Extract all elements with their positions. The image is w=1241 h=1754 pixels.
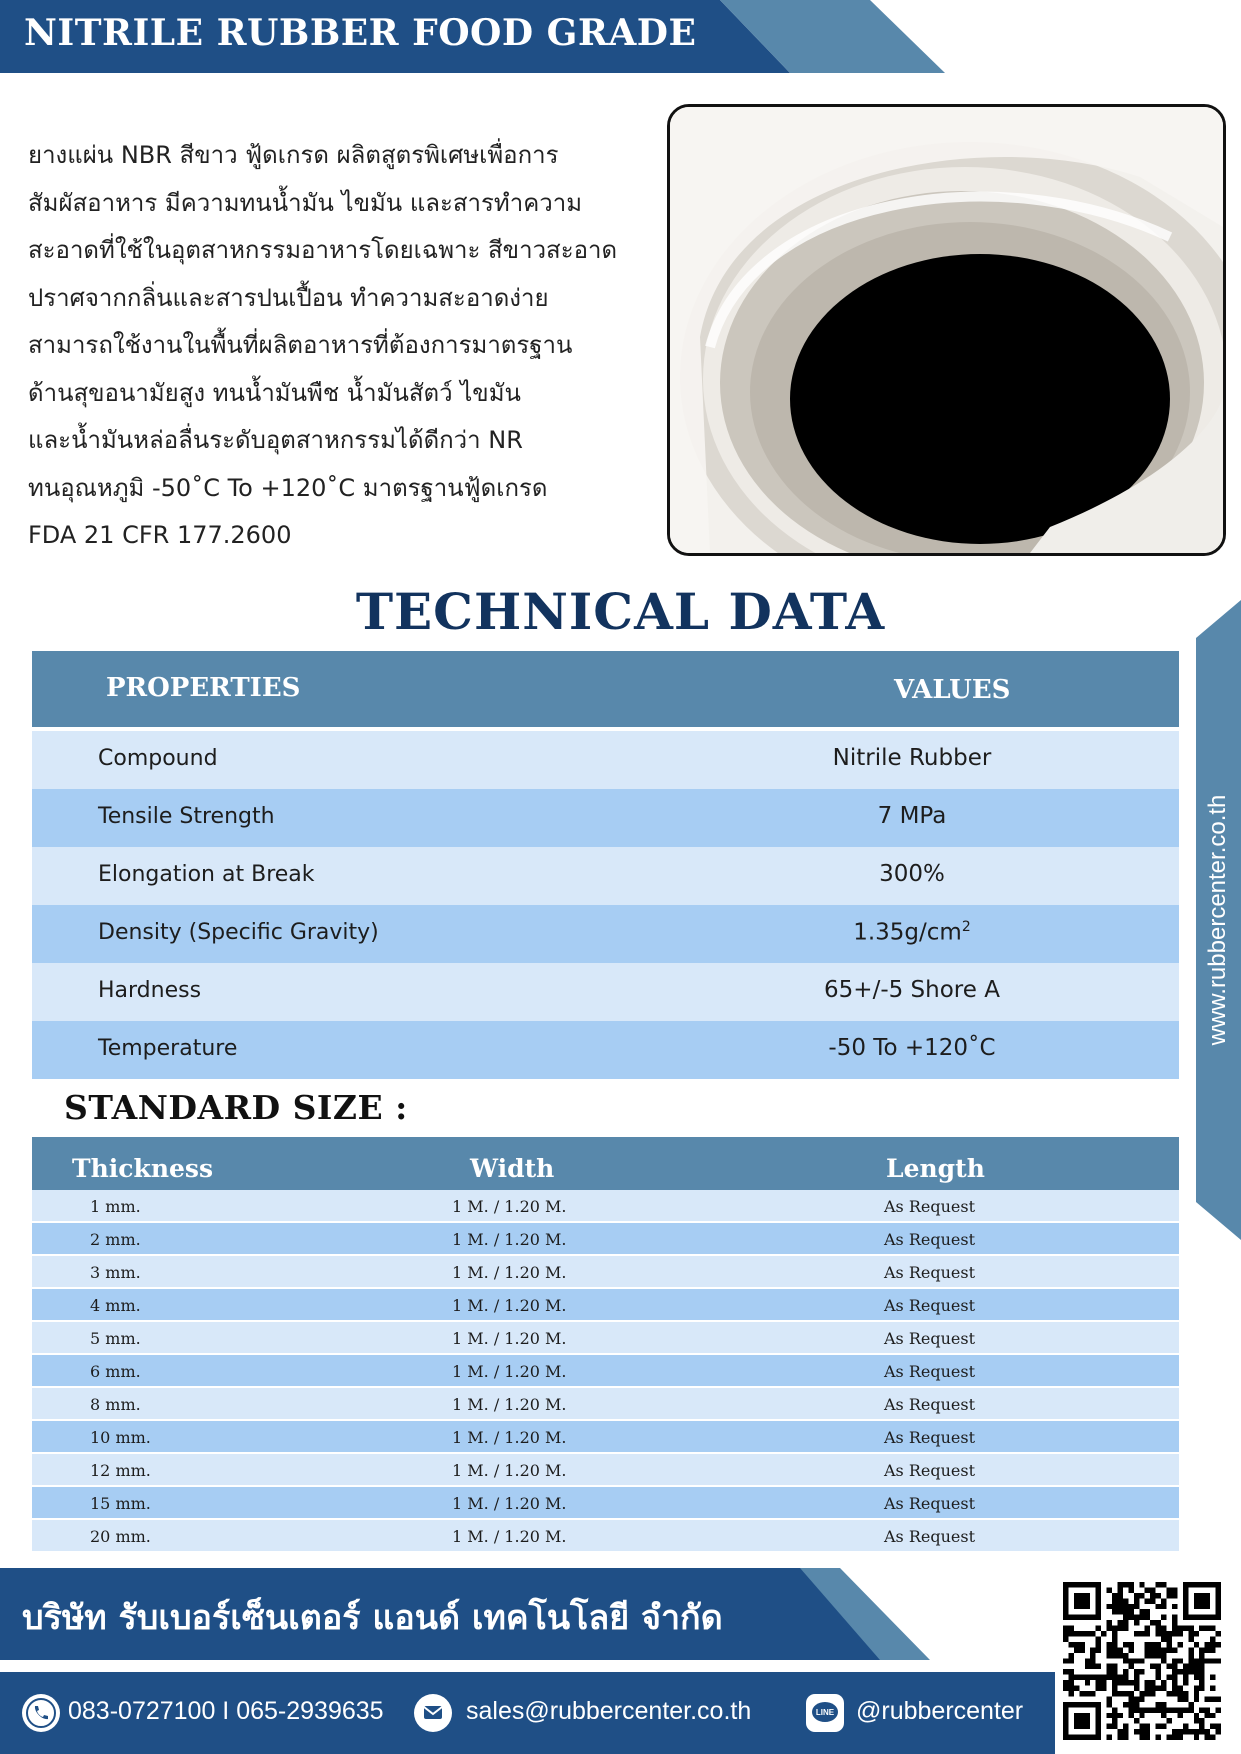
thickness-cell: 15 mm. (90, 1494, 151, 1513)
length-cell: As Request (884, 1461, 976, 1480)
width-cell: 1 M. / 1.20 M. (452, 1395, 567, 1414)
thickness-cell: 8 mm. (90, 1395, 141, 1414)
description-line: ปราศจากกลิ่นและสารปนเปื้อน ทำความสะอาดง่าย (28, 283, 549, 312)
thickness-cell: 5 mm. (90, 1329, 141, 1348)
property-name: Hardness (98, 978, 202, 1003)
width-cell: 1 M. / 1.20 M. (452, 1494, 567, 1513)
density-unit-exponent: 2 (961, 919, 971, 935)
length-cell: As Request (884, 1362, 976, 1381)
table-row (32, 1355, 1179, 1388)
length-cell: As Request (884, 1428, 976, 1447)
table-row (32, 1388, 1179, 1421)
width-cell: 1 M. / 1.20 M. (452, 1527, 567, 1546)
line-handle[interactable]: @rubbercenter (856, 1697, 1024, 1725)
column-header-thickness: Thickness (72, 1154, 214, 1183)
width-cell: 1 M. / 1.20 M. (452, 1461, 567, 1480)
product-description (28, 132, 648, 560)
thickness-cell: 1 mm. (90, 1197, 141, 1216)
technical-data-title: TECHNICAL DATA (355, 582, 886, 641)
thickness-cell: 3 mm. (90, 1263, 141, 1282)
length-cell: As Request (884, 1230, 976, 1249)
table-row (32, 1520, 1179, 1553)
length-cell: As Request (884, 1527, 976, 1546)
standard-size-title: STANDARD SIZE : (64, 1088, 408, 1127)
property-name: Elongation at Break (98, 862, 315, 887)
width-cell: 1 M. / 1.20 M. (452, 1329, 567, 1348)
property-value: 7 MPa (877, 803, 947, 829)
table-row (32, 731, 1179, 789)
width-cell: 1 M. / 1.20 M. (452, 1197, 567, 1216)
property-value: 300% (879, 861, 945, 887)
table-row (32, 1256, 1179, 1289)
length-cell: As Request (884, 1197, 976, 1216)
property-value: Nitrile Rubber (832, 745, 992, 771)
line-app-icon (806, 1694, 844, 1732)
product-photo (667, 104, 1226, 556)
property-name: Temperature (98, 1036, 238, 1061)
qr-code[interactable] (1063, 1582, 1221, 1740)
technical-data-table (32, 651, 1179, 1079)
length-cell: As Request (884, 1329, 976, 1348)
thickness-cell: 20 mm. (90, 1527, 151, 1546)
thickness-cell: 2 mm. (90, 1230, 141, 1249)
table-row (32, 1289, 1179, 1322)
property-value: -50 To +120˚C (828, 1035, 996, 1061)
property-value: 65+/-5 Shore A (824, 977, 1000, 1003)
description-line: ทนอุณหภูมิ -50˚C To +120˚C มาตรฐานฟู้ดเกรด (28, 473, 548, 502)
phone-numbers[interactable]: 083-0727100 I 065-2939635 (68, 1697, 384, 1725)
rubber-roll-image (670, 107, 1223, 553)
table-row (32, 1421, 1179, 1454)
column-header-length: Length (886, 1154, 985, 1183)
description-line: ด้านสุขอนามัยสูง ทนน้ำมันพืช น้ำมันสัตว์ ไขมัน (28, 378, 521, 407)
width-cell: 1 M. / 1.20 M. (452, 1428, 567, 1447)
description-line: FDA 21 CFR 177.2600 (28, 521, 292, 549)
line-badge-text: LINE (815, 1708, 835, 1717)
thickness-cell: 6 mm. (90, 1362, 141, 1381)
column-header-width: Width (470, 1154, 555, 1183)
email-address[interactable]: sales@rubbercenter.co.th (466, 1697, 752, 1725)
property-value (772, 919, 1052, 946)
table-row (32, 1021, 1179, 1079)
page-title: NITRILE RUBBER FOOD GRADE (24, 12, 697, 54)
website-url: www.rubbercenter.co.th (1204, 794, 1231, 1046)
description-line: ยางแผ่น NBR สีขาว ฟู้ดเกรด ผลิตสูตรพิเศษเพื่อการ (28, 141, 559, 169)
thickness-cell: 10 mm. (90, 1428, 151, 1447)
length-cell: As Request (884, 1296, 976, 1315)
property-name: Tensile Strength (98, 804, 275, 829)
width-cell: 1 M. / 1.20 M. (452, 1296, 567, 1315)
property-name: Compound (98, 746, 218, 771)
length-cell: As Request (884, 1494, 976, 1513)
table-header (32, 651, 1179, 727)
density-value: 1.35g/cm (853, 919, 962, 946)
description-line: สัมผัสอาหาร มีความทนน้ำมัน ไขมัน และสารทำความ (28, 188, 583, 217)
table-row (32, 905, 1179, 963)
length-cell: As Request (884, 1263, 976, 1282)
standard-size-table (32, 1137, 1179, 1553)
table-row (32, 1190, 1179, 1223)
company-name: บริษัท รับเบอร์เซ็นเตอร์ แอนด์ เทคโนโลยี จำกัด (22, 1598, 723, 1638)
table-row (32, 1223, 1179, 1256)
description-line: สามารถใช้งานในพื้นที่ผลิตอาหารที่ต้องการมาตรฐาน (28, 331, 573, 359)
table-row (32, 1322, 1179, 1355)
width-cell: 1 M. / 1.20 M. (452, 1362, 567, 1381)
table-row (32, 963, 1179, 1021)
email-icon (414, 1694, 452, 1732)
table-row (32, 1454, 1179, 1487)
width-cell: 1 M. / 1.20 M. (452, 1263, 567, 1282)
description-line: และน้ำมันหล่อลื่นระดับอุตสาหกรรมได้ดีกว่า NR (28, 426, 523, 454)
thickness-cell: 4 mm. (90, 1296, 141, 1315)
length-cell: As Request (884, 1395, 976, 1414)
description-line: สะอาดที่ใช้ในอุตสาหกรรมอาหารโดยเฉพาะ สีขาวสะอาด (28, 236, 618, 264)
table-row (32, 847, 1179, 905)
column-header-properties: PROPERTIES (106, 673, 301, 703)
table-row (32, 789, 1179, 847)
table-header (32, 1137, 1179, 1190)
property-name: Density (Specific Gravity) (98, 920, 379, 945)
column-header-values: VALUES (894, 675, 1011, 705)
phone-icon (22, 1694, 60, 1732)
size-rows (32, 1190, 1179, 1553)
width-cell: 1 M. / 1.20 M. (452, 1230, 567, 1249)
thickness-cell: 12 mm. (90, 1461, 151, 1480)
table-row (32, 1487, 1179, 1520)
